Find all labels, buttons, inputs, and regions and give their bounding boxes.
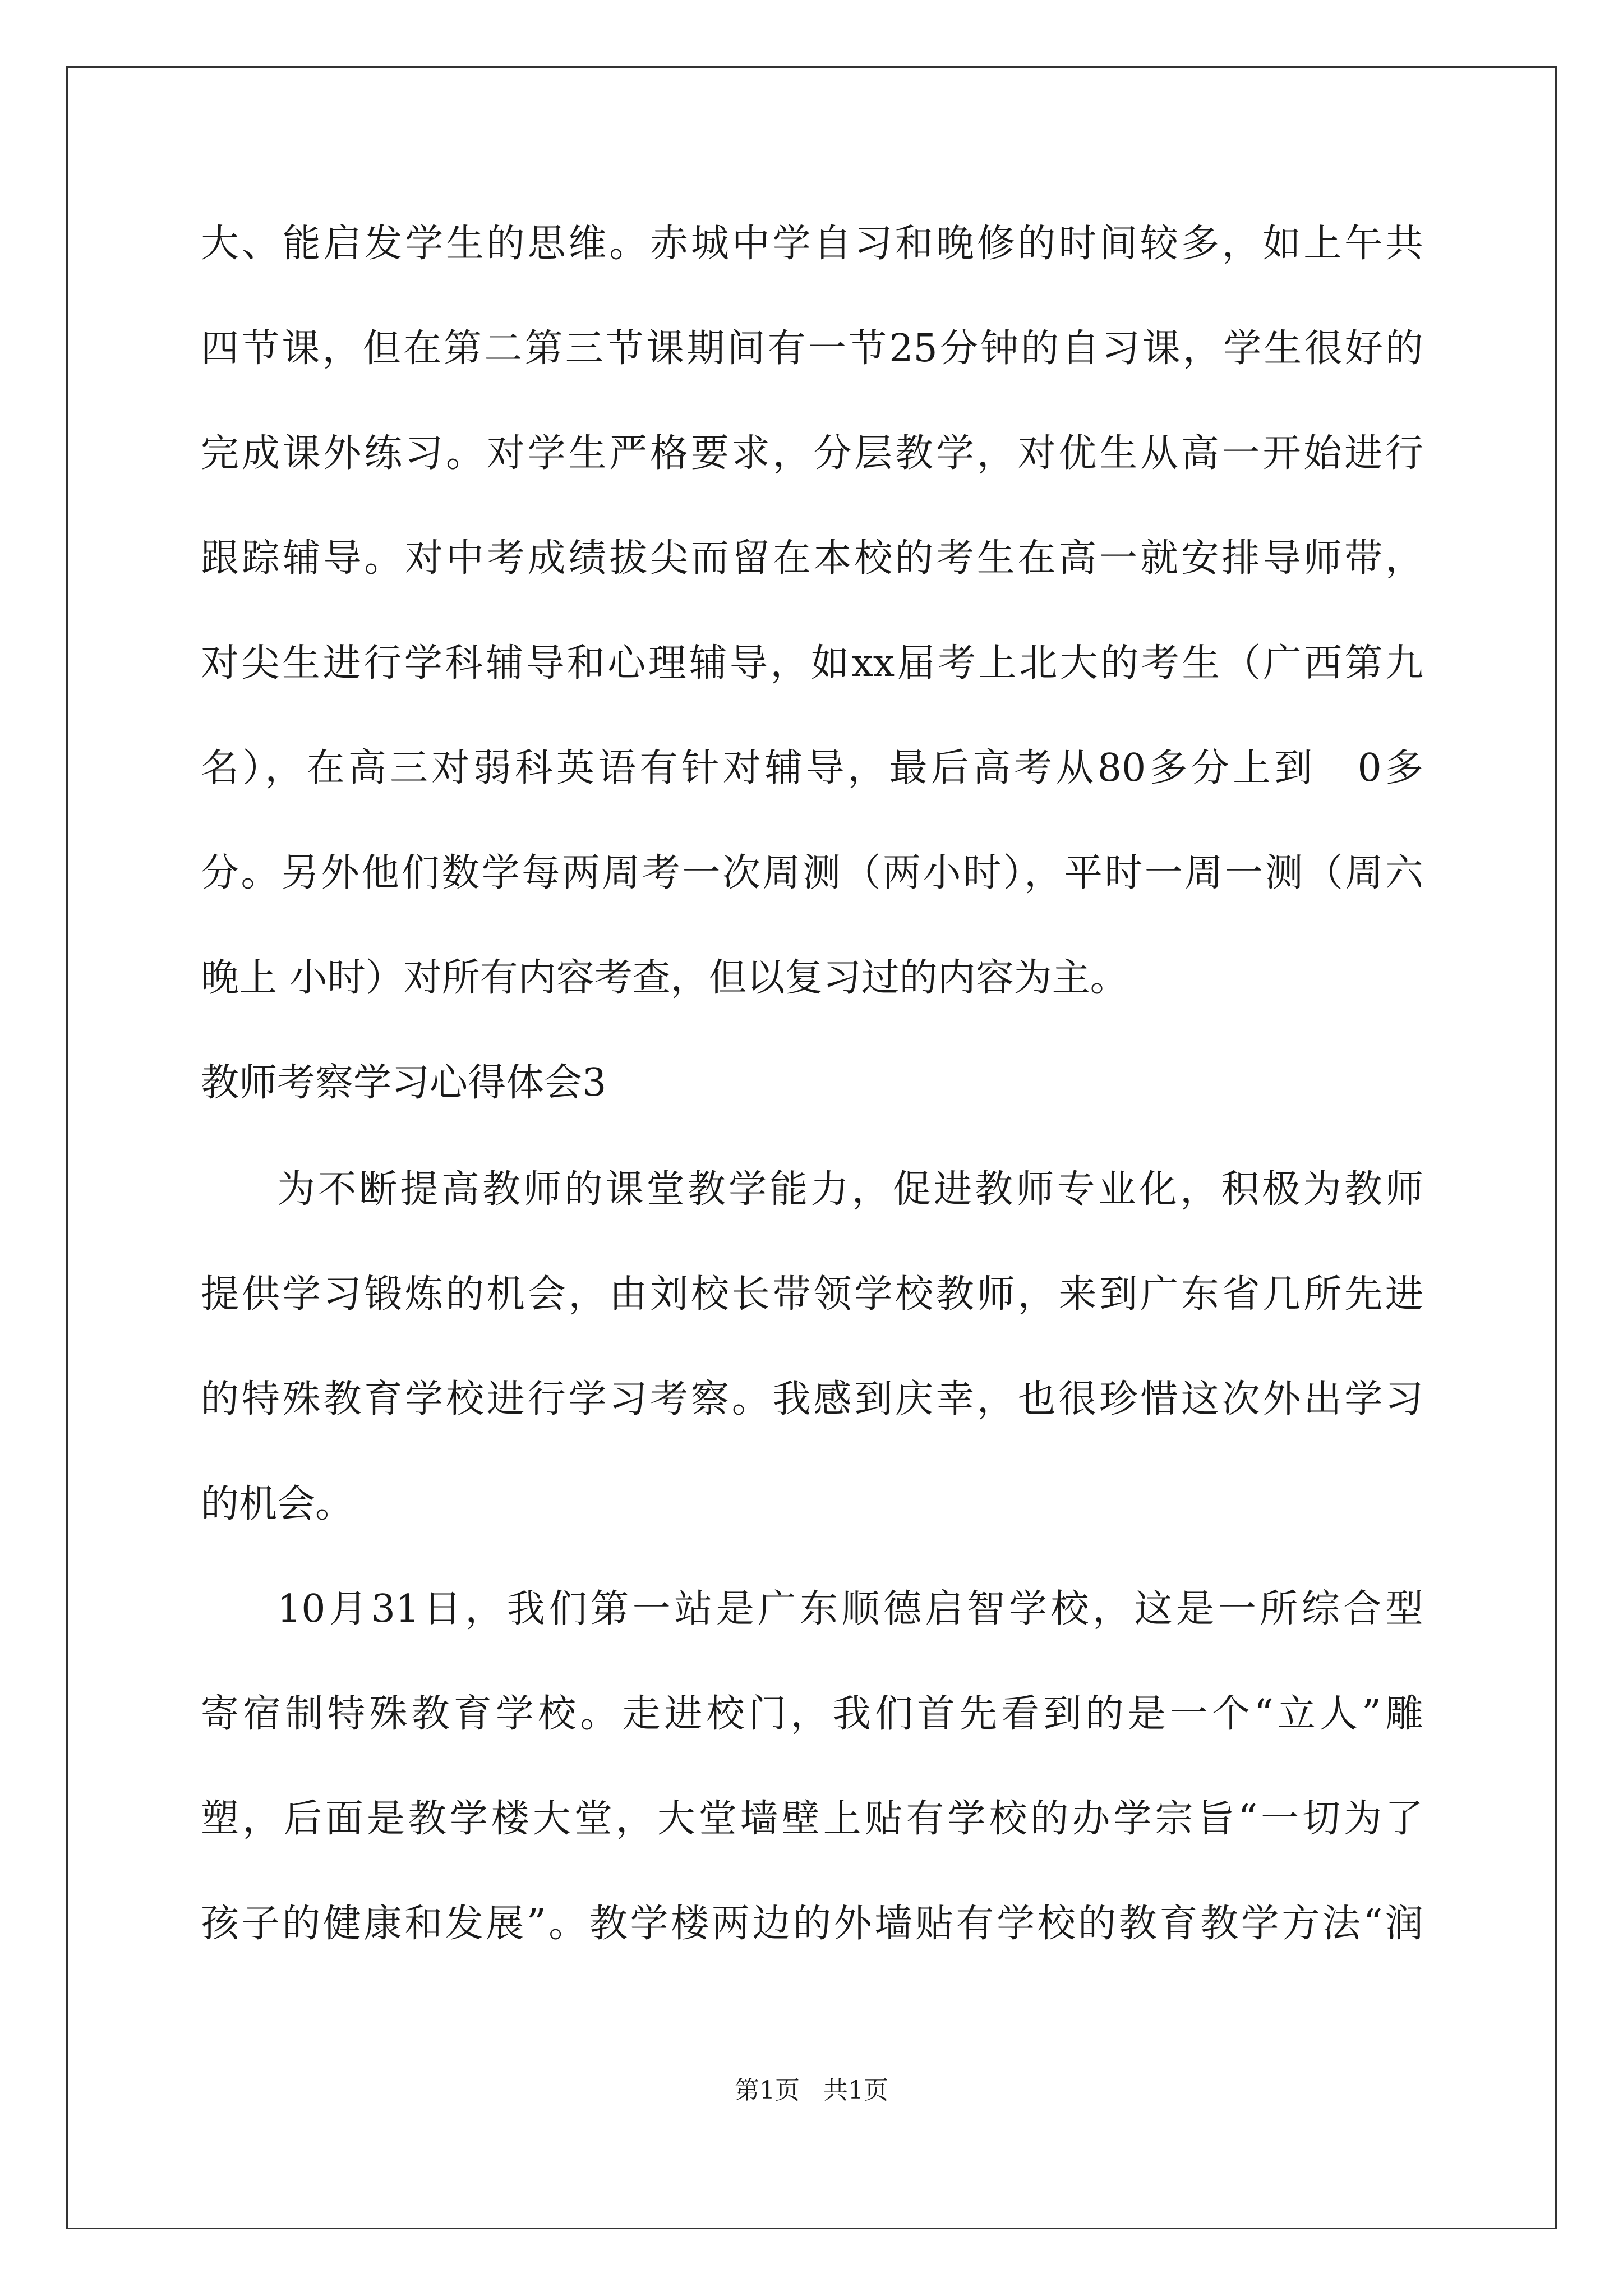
text-line: 寄宿制特殊教育学校。走进校门，我们首先看到的是一个“立人”雕 [201, 1692, 1423, 1736]
text-line: 晚上 小时）对所有内容考查，但以复习过的内容为主。 [201, 956, 1128, 1000]
document-body [201, 213, 1423, 1998]
text-line: 提供学习锻炼的机会，由刘校长带领学校教师，来到广东省几所先进 [201, 1272, 1423, 1317]
text-line: 跟踪辅导。对中考成绩拔尖而留在本校的考生在高一就安排导师带， [201, 536, 1423, 581]
page-footer [0, 2070, 1623, 2106]
text-line: 10月31日，我们第一站是广东顺德启智学校，这是一所综合型 [277, 1587, 1423, 1631]
text-line: 完成课外练习。对学生严格要求，分层教学，对优生从高一开始进行 [201, 431, 1423, 476]
section-heading: 教师考察学习心得体会3 [201, 1061, 607, 1105]
text-line: 塑，后面是教学楼大堂，大堂墙壁上贴有学校的办学宗旨“一切为了 [201, 1797, 1423, 1841]
text-line: 的机会。 [201, 1482, 354, 1526]
text-line: 名），在高三对弱科英语有针对辅导，最后高考从80多分上到 0多 [201, 746, 1423, 790]
paragraph-3 [201, 1579, 1423, 1998]
text-line: 分。另外他们数学每两周考一次周测（两小时），平时一周一测（周六 [201, 851, 1423, 895]
text-line: 孩子的健康和发展”。教学楼两边的外墙贴有学校的教育教学方法“润 [201, 1902, 1423, 1946]
page-total: 共1页 [823, 2076, 888, 2105]
page-number: 第1页 [735, 2076, 800, 2105]
text-line: 大、能启发学生的思维。赤城中学自习和晚修的时间较多，如上午共 [201, 222, 1423, 266]
paragraph-1 [201, 213, 1423, 1052]
text-line: 为不断提高教师的课堂教学能力，促进教师专业化，积极为教师 [277, 1167, 1423, 1212]
text-line: 四节课，但在第二第三节课期间有一节25分钟的自习课，学生很好的 [201, 326, 1423, 371]
text-line: 对尖生进行学科辅导和心理辅导，如xx届考上北大的考生（广西第九 [201, 641, 1423, 685]
paragraph-2 [201, 1159, 1423, 1579]
text-line: 的特殊教育学校进行学习考察。我感到庆幸，也很珍惜这次外出学习 [201, 1377, 1423, 1421]
